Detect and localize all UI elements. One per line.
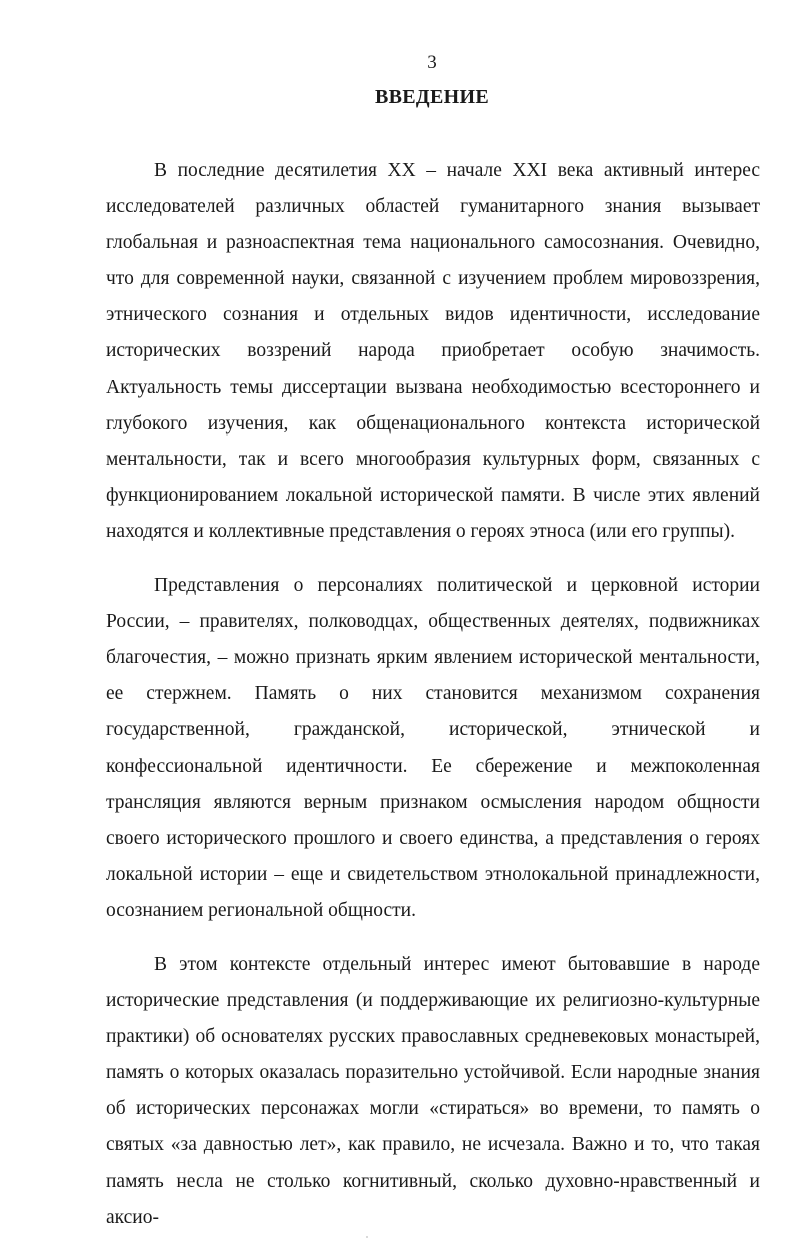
body-text (106, 153, 760, 1236)
scan-speck (226, 434, 228, 436)
section-heading: ВВЕДЕНИЕ (375, 86, 489, 108)
scan-speck (366, 1236, 368, 1238)
paragraph-1: В последние десятилетия XX – начале XXI века активный интерес исследователей различных областей гуманитарного знания вызывает глобальная и разноаспектная тема национального самосознания. Очевидно, что для современной науки, связанной с изучением проблем мировоззрения, этнического сознания и отдельных видов идентичности, исследование исторических воззрений народа приобретает особую значимость. Актуальность темы диссертации вызвана необходимостью всестороннего и глубокого изучения, как общенационального контекста исторической ментальности, так и всего многообразия культурных форм, связанных с функционированием локальной исторической памяти. В числе этих явлений находятся и коллективные представления о героях этноса (или его группы). (106, 160, 760, 542)
paragraph-3: В этом контексте отдельный интерес имеют бытовавшие в народе исторические представления (и поддерживающие их религиозно-культурные практики) об основателях русских православных средневековых монастырей, память о которых оказалась поразительно устойчивой. Если народные знания об исторических персонажах могли «стираться» во времени, то память о святых «за давностью лет», как правило, не исчезала. Важно и то, что такая память несла не столько когнитивный, сколько духовно-нравственный и аксио- (106, 953, 760, 1228)
page-number: 3 (427, 52, 437, 73)
paragraph-2: Представления о персоналиях политической и церковной истории России, – правителях, полководцах, общественных деятелях, подвижниках благочестия, – можно признать ярким явлением исторической ментальности, ее стержнем. Память о них становится механизмом сохранения государственной, гражданской, исторической, этнической и конфессиональной идентичности. Ее сбережение и межпоколенная трансляция являются верным признаком осмысления народом общности своего исторического прошлого и своего единства, а представления о героях локальной истории – еще и свидетельством этнолокальной принадлежности, осознанием региональной общности. (106, 575, 760, 921)
